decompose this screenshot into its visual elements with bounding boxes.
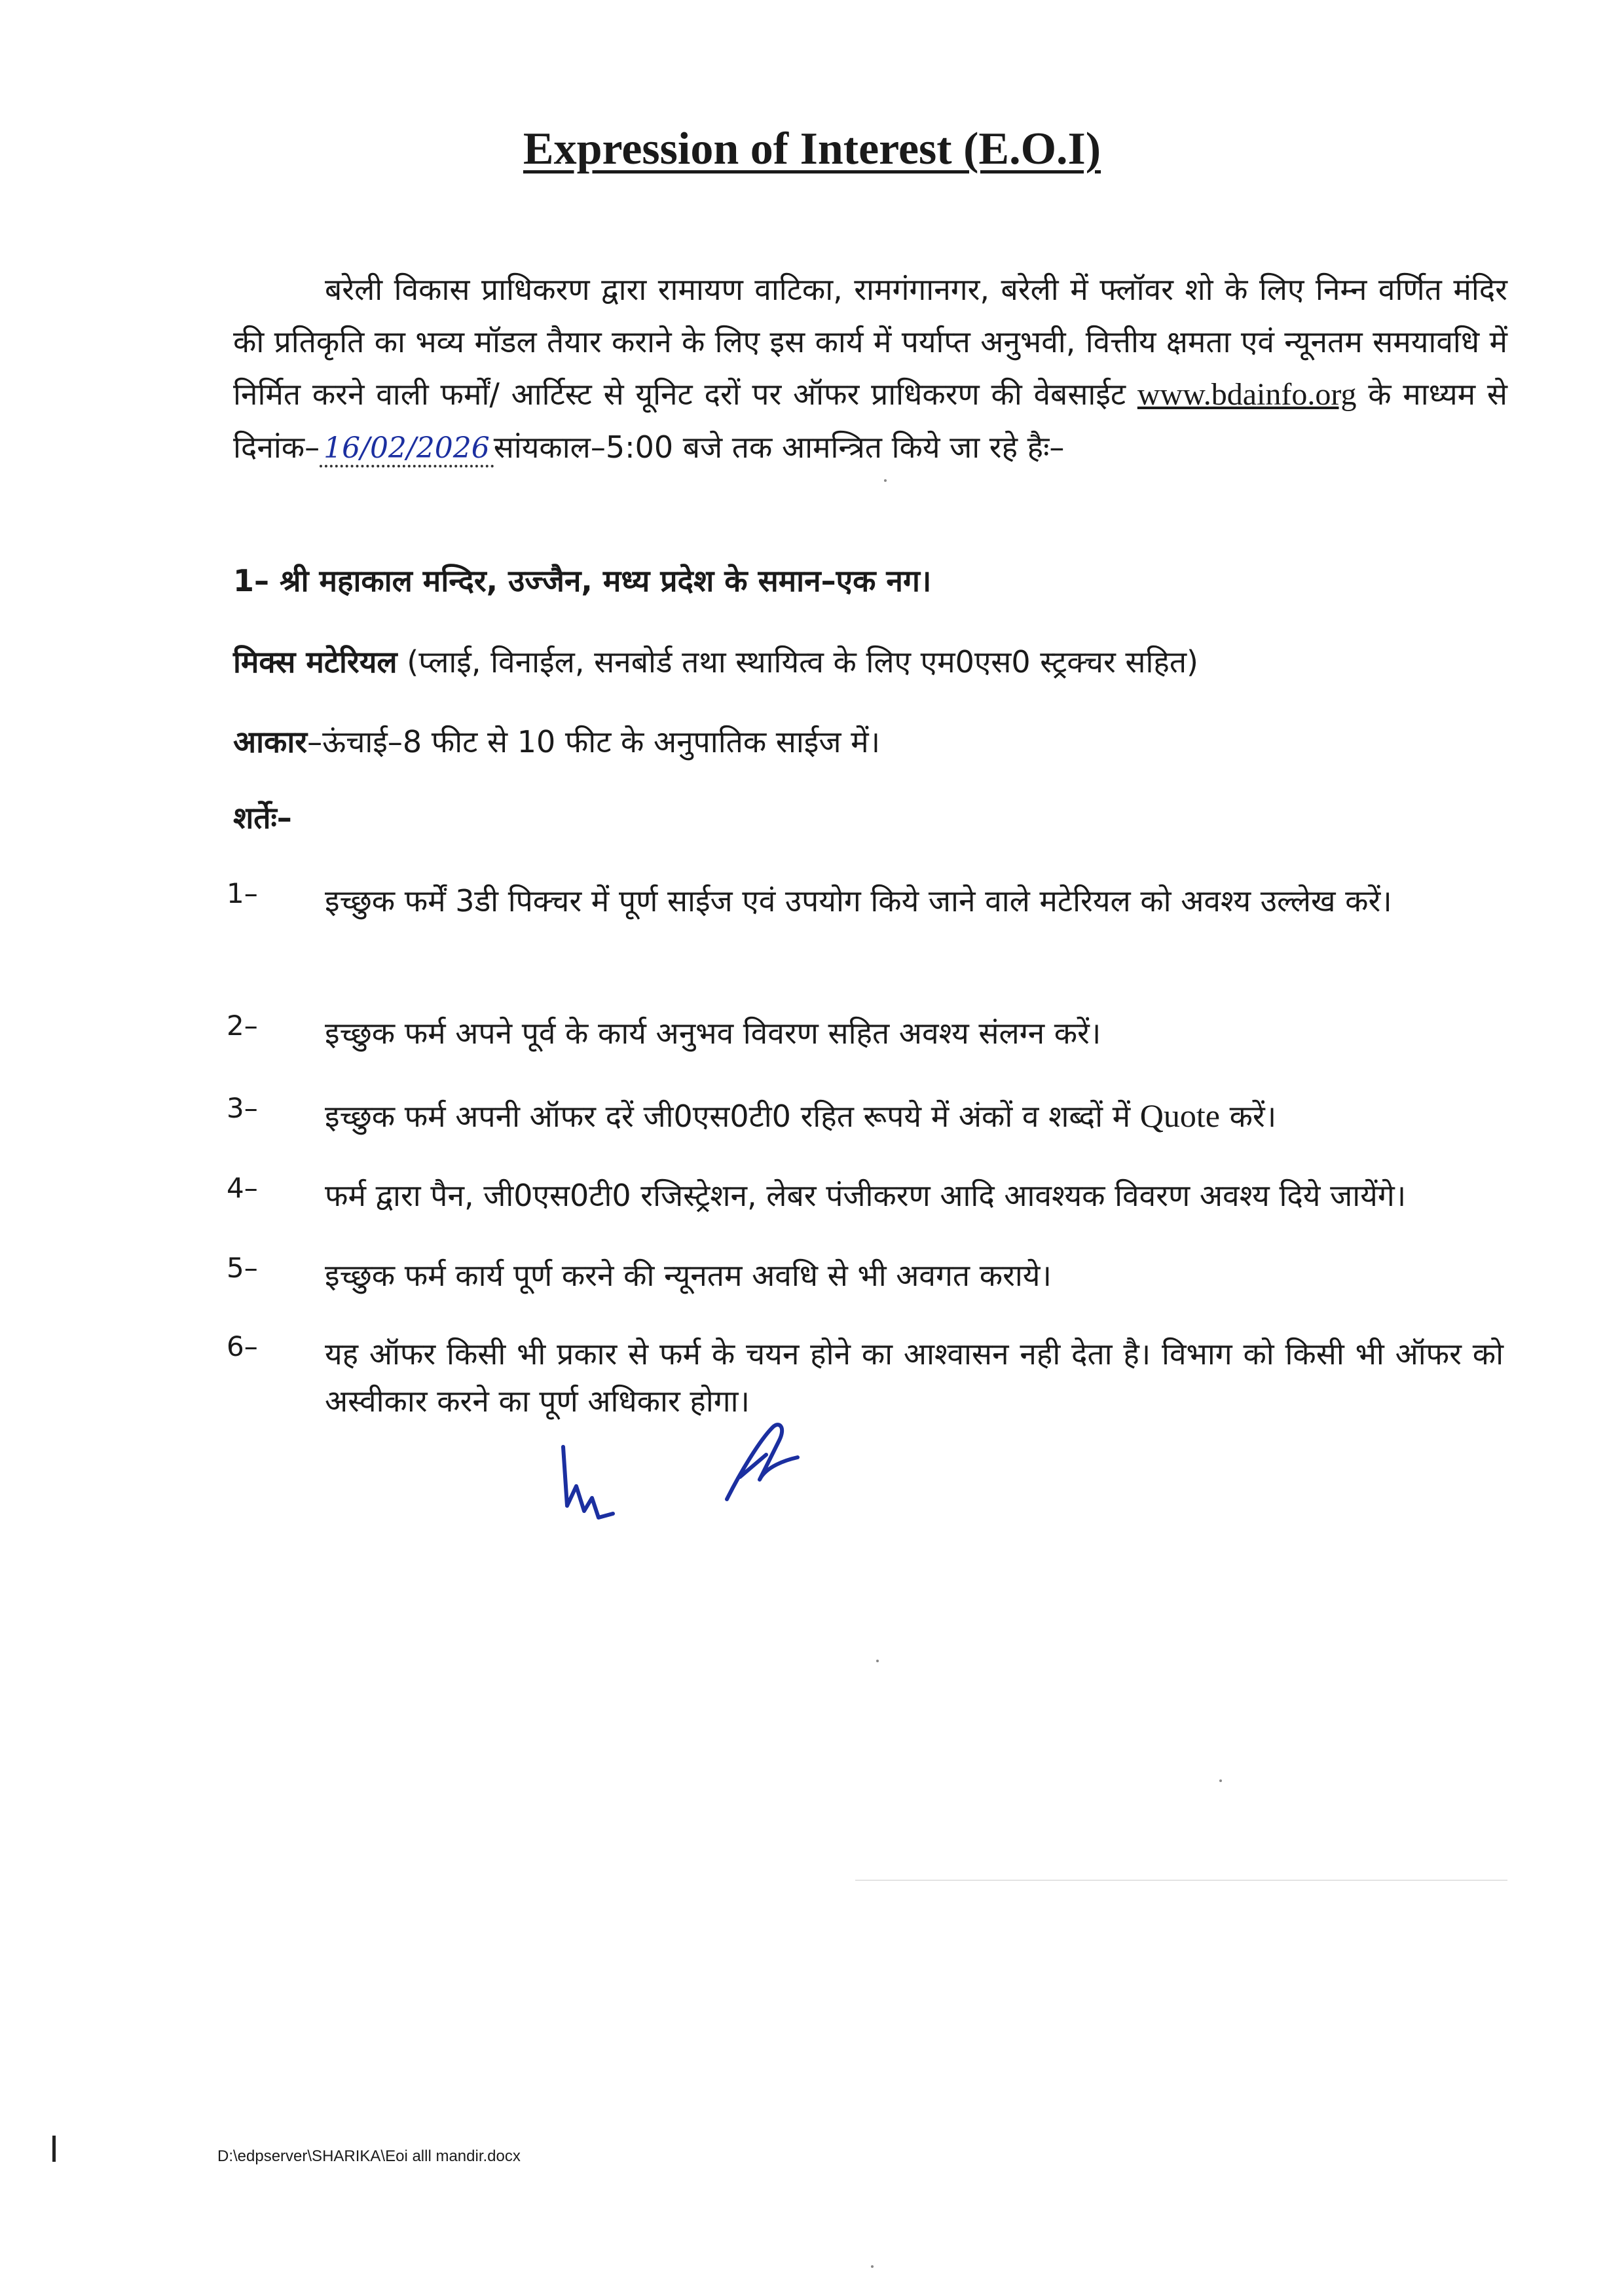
condition-text: यह ऑफर किसी भी प्रकार से फर्म के चयन होने का आश्वासन नही देता है। विभाग को किसी भी ऑफर को अस्वीकार करने का पूर्ण अधिकार होगा।	[325, 1336, 1504, 1419]
intro-text-3: सांयकाल–5:00 बजे तक आमन्त्रित किये जा रहे हैः–	[493, 429, 1065, 465]
size-label: आकार	[233, 724, 308, 759]
conditions-heading: शर्तेः–	[233, 800, 292, 835]
condition-number: 5–	[227, 1252, 258, 1284]
intro-text-2: के माध्यम से दिनांक–	[233, 376, 1507, 465]
quote-word: Quote	[1139, 1097, 1220, 1134]
condition-text	[325, 1092, 1504, 1140]
size-text: –ऊंचाई–8 फीट से 10 फीट के अनुपातिक साईज में।	[307, 724, 881, 759]
condition-number: 4–	[227, 1172, 258, 1204]
faint-rule	[855, 1880, 1507, 1881]
material-line	[233, 639, 1507, 685]
material-label: मिक्स मटेरियल	[233, 644, 397, 680]
scan-speck	[1219, 1779, 1222, 1782]
handwritten-date: 16/02/2026	[320, 431, 494, 467]
item-heading: 1– श्री महाकाल मन्दिर, उज्जैन, मध्य प्रदेश के समान–एक नग।	[233, 563, 932, 598]
condition-text: इच्छुक फर्म कार्य पूर्ण करने की न्यूनतम अवधि से भी अवगत कराये।	[325, 1258, 1052, 1293]
condition-text-part: इच्छुक फर्म अपनी ऑफर दरें जी0एस0टी0 रहित रूपये में अंकों व शब्दों में	[325, 1099, 1131, 1134]
intro-text-1: बरेली विकास प्राधिकरण द्वारा रामायण वाटिका, रामगंगानगर, बरेली में फ्लॉवर शो के लिए निम्न वर्णित मंदिर की प्रतिकृति का भव्य मॉडल तैयार कराने के लिए इस कार्य में पर्याप्त अनुभवी, वित्तीय क्षमता एवं न्यूनतम समयावधि में निर्मित करने वाली फर्मों/ आर्टिस्ट से यूनिट दरों पर ऑफर प्राधिकरण की वेबसाईट	[233, 272, 1507, 412]
signature-right	[714, 1414, 805, 1506]
scan-speck	[871, 2265, 874, 2268]
condition-text: इच्छुक फर्म अपने पूर्व के कार्य अनुभव विवरण सहित अवश्य संलग्न करें।	[325, 1015, 1101, 1051]
margin-mark	[52, 2136, 56, 2162]
scan-speck	[884, 479, 887, 482]
condition-number: 2–	[227, 1010, 258, 1042]
intro-paragraph	[233, 263, 1507, 475]
material-text: (प्लाई, विनाईल, सनबोर्ड तथा स्थायित्व के लिए एम0एस0 स्ट्रक्चर सहित)	[407, 644, 1199, 680]
scan-speck	[876, 1660, 879, 1662]
website-link[interactable]: www.bdainfo.org	[1137, 377, 1357, 412]
condition-text: इच्छुक फर्में 3डी पिक्चर में पूर्ण साईज एवं उपयोग किये जाने वाले मटेरियल को अवश्य उल्लेख करें।	[325, 883, 1392, 919]
condition-number: 1–	[227, 877, 258, 909]
condition-number: 6–	[227, 1330, 258, 1362]
condition-text-part: करें।	[1229, 1099, 1277, 1134]
signature-left	[550, 1440, 629, 1532]
condition-number: 3–	[227, 1092, 258, 1124]
document-title: Expression of Interest (E.O.I)	[523, 124, 1101, 174]
size-line	[233, 719, 1507, 765]
file-path-footer: D:\edpserver\SHARIKA\Eoi alll mandir.docx	[217, 2147, 521, 2165]
condition-text: फर्म द्वारा पैन, जी0एस0टी0 रजिस्ट्रेशन, लेबर पंजीकरण आदि आवश्यक विवरण अवश्य दिये जायेंगे।	[325, 1178, 1407, 1213]
